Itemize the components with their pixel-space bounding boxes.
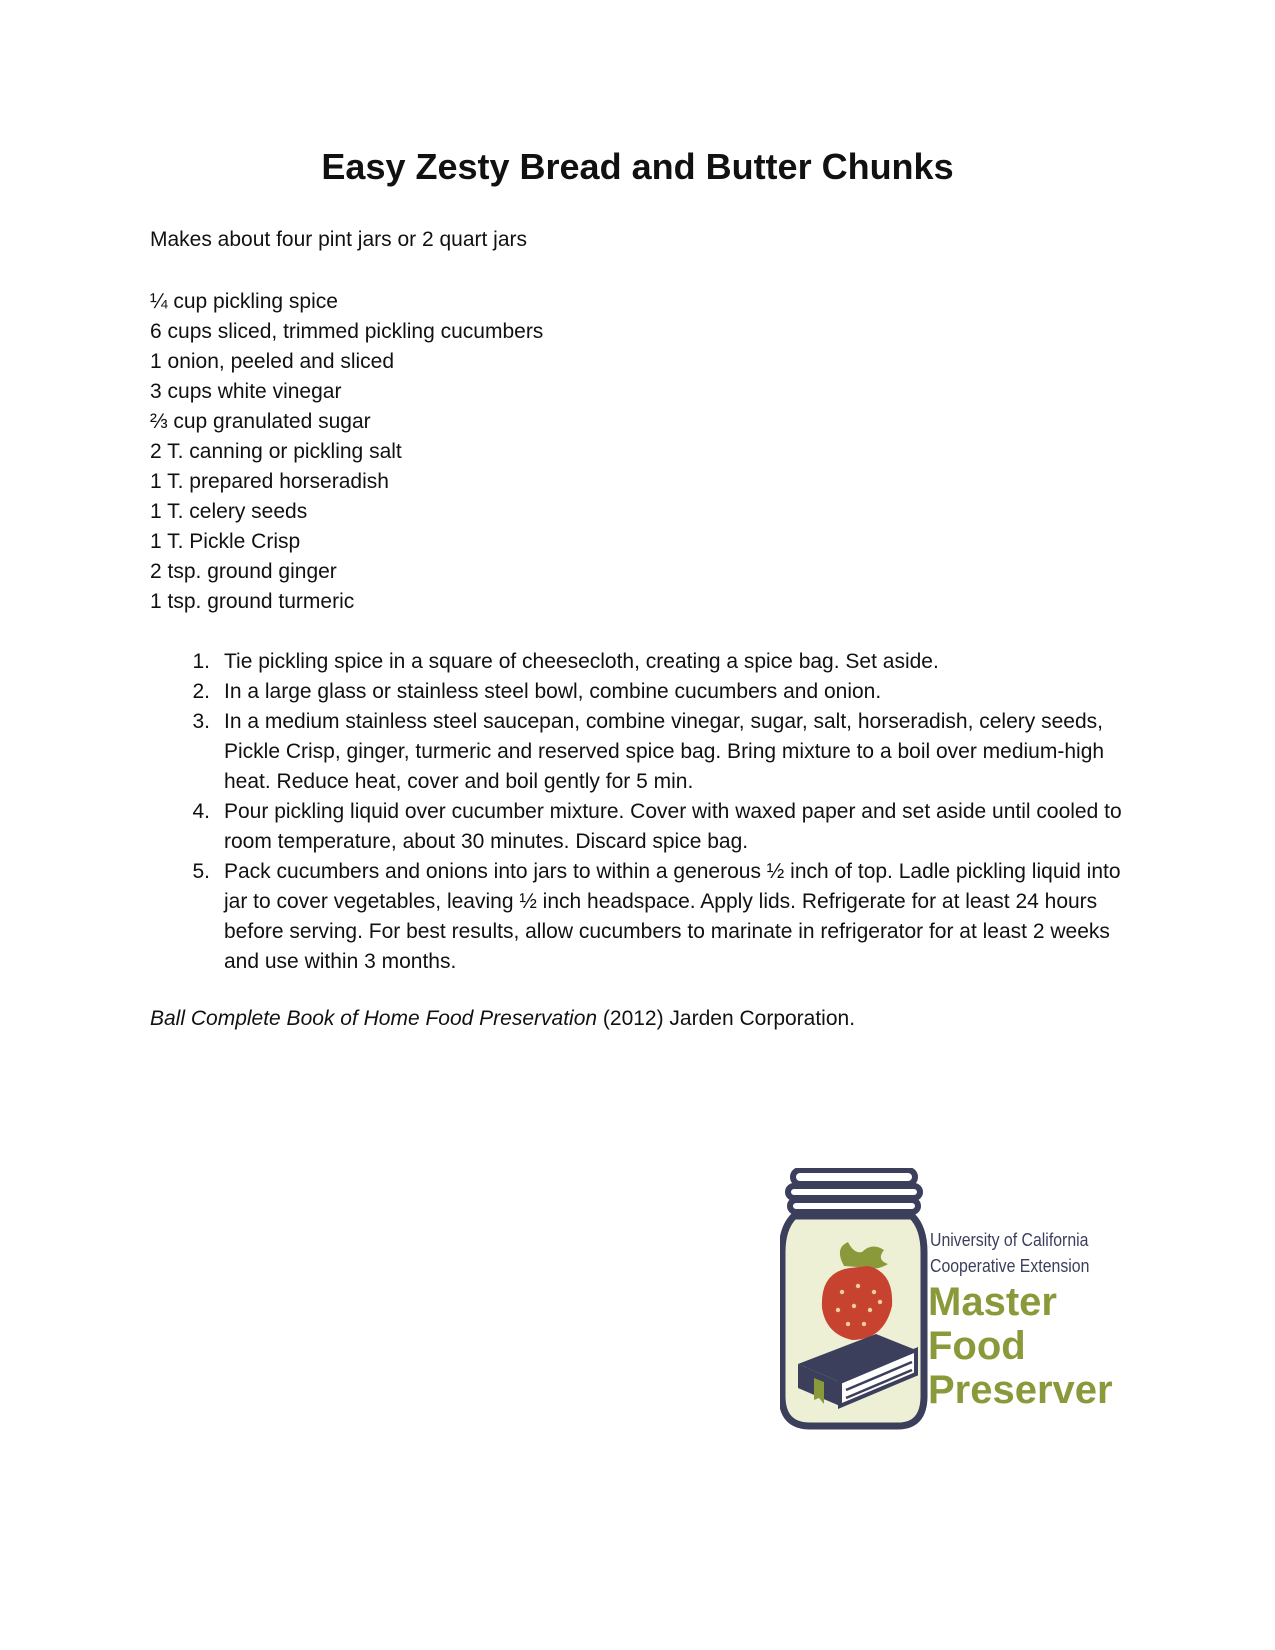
page-title: Easy Zesty Bread and Butter Chunks — [321, 146, 954, 187]
step-number: 4. — [192, 800, 210, 823]
citation-publisher: (2012) Jarden Corporation. — [597, 1007, 856, 1030]
ingredient-item: 2 T. canning or pickling salt — [150, 440, 402, 463]
ingredient-item: 2 tsp. ground ginger — [150, 560, 337, 583]
ingredient-item: ⅔ cup granulated sugar — [150, 410, 371, 433]
mason-jar-icon — [780, 1168, 930, 1438]
step-number: 2. — [192, 680, 210, 703]
step-number: 3. — [192, 710, 210, 733]
logo-brand-line: Food — [928, 1324, 1026, 1368]
ingredient-item: 1 T. Pickle Crisp — [150, 530, 301, 553]
citation — [150, 1007, 855, 1031]
instruction-step — [150, 707, 1130, 797]
ingredient-item: 1 T. prepared horseradish — [150, 470, 389, 493]
ingredient-item: ¼ cup pickling spice — [150, 290, 338, 313]
ingredient-item: 1 T. celery seeds — [150, 500, 308, 523]
ingredient-item: 1 tsp. ground turmeric — [150, 590, 355, 613]
step-number: 5. — [192, 860, 210, 883]
step-text: Tie pickling spice in a square of cheesecloth, creating a spice bag. Set aside. — [224, 650, 939, 673]
citation-book-title: Ball Complete Book of Home Food Preservation — [150, 1007, 598, 1030]
step-number: 1. — [192, 650, 210, 673]
step-text: Pack cucumbers and onions into jars to within a generous ½ inch of top. Ladle pickling liquid into jar to cover vegetables, leaving ½ inch headspace. Apply lids. Refrigerate for at least 24 hours before serving. For best results, allow cucumbers to marinate in refrigerator for at least 2 weeks and use within 3 months. — [224, 860, 1121, 973]
logo-brand-line: Preserver — [928, 1368, 1113, 1412]
instruction-list — [150, 647, 1130, 977]
master-food-preserver-logo — [780, 1168, 1140, 1458]
step-text: Pour pickling liquid over cucumber mixture. Cover with waxed paper and set aside until cooled to room temperature, about 30 minutes. Discard spice bag. — [224, 800, 1122, 853]
instruction-step — [150, 677, 1130, 707]
ingredient-item: 1 onion, peeled and sliced — [150, 350, 395, 373]
step-text: In a medium stainless steel saucepan, combine vinegar, sugar, salt, horseradish, celery seeds, Pickle Crisp, ginger, turmeric and reserved spice bag. Bring mixture to a boil over medium-high heat. Reduce heat, cover and boil gently for 5 min. — [224, 710, 1105, 793]
logo-brand-line: Master — [928, 1280, 1057, 1324]
instruction-step — [150, 797, 1130, 857]
ingredient-item: 6 cups sliced, trimmed pickling cucumbers — [150, 320, 544, 343]
ingredient-item: 3 cups white vinegar — [150, 380, 342, 403]
ingredient-list — [150, 287, 543, 617]
instruction-step — [150, 647, 1130, 677]
instruction-step — [150, 857, 1130, 977]
logo-org-line: Cooperative Extension — [930, 1256, 1090, 1276]
step-text: In a large glass or stainless steel bowl, combine cucumbers and onion. — [224, 680, 882, 703]
logo-org-line: University of California — [930, 1230, 1089, 1250]
recipe-yield: Makes about four pint jars or 2 quart jars — [150, 228, 528, 251]
